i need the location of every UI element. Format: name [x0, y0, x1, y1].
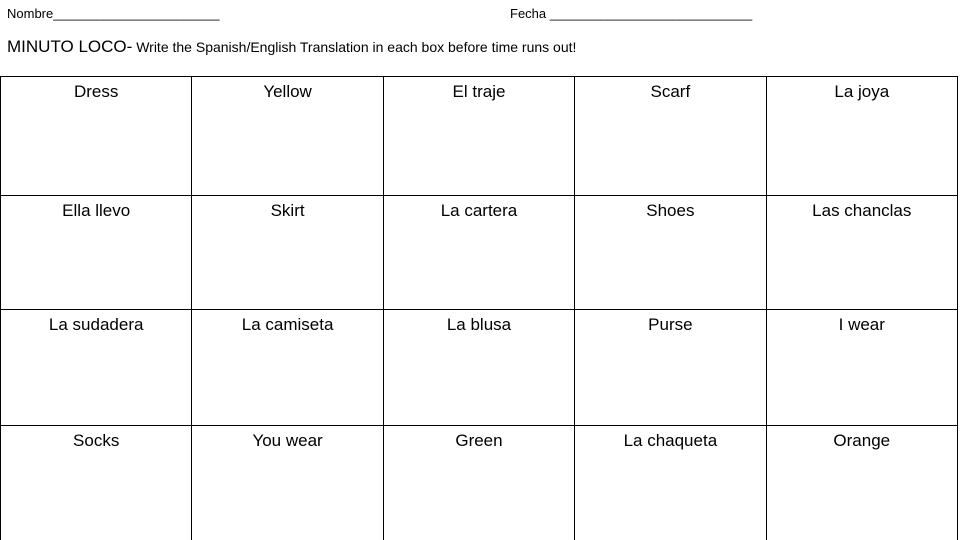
grid-cell[interactable]: Green — [383, 426, 574, 540]
grid-cell[interactable]: I wear — [766, 310, 957, 426]
nombre-field[interactable]: Nombre_______________________ — [7, 6, 220, 21]
worksheet-title — [7, 37, 576, 58]
grid-cell[interactable]: Shoes — [575, 196, 766, 310]
title-main: MINUTO LOCO- — [7, 37, 133, 56]
grid-cell[interactable]: Orange — [766, 426, 957, 540]
title-instruction: Write the Spanish/English Translation in each box before time runs out! — [132, 39, 577, 55]
vocabulary-grid — [0, 76, 958, 540]
grid-row — [1, 77, 958, 196]
grid-cell[interactable]: Skirt — [192, 196, 383, 310]
grid-cell[interactable]: La joya — [766, 77, 957, 196]
grid-cell[interactable]: Dress — [1, 77, 192, 196]
grid-cell[interactable]: La chaqueta — [575, 426, 766, 540]
grid-row — [1, 310, 958, 426]
fecha-field[interactable]: Fecha ____________________________ — [510, 6, 753, 21]
grid-cell[interactable]: Las chanclas — [766, 196, 957, 310]
grid-cell[interactable]: La blusa — [383, 310, 574, 426]
grid-cell[interactable]: Purse — [575, 310, 766, 426]
grid-cell[interactable]: Scarf — [575, 77, 766, 196]
grid-row — [1, 426, 958, 540]
grid-cell[interactable]: Ella llevo — [1, 196, 192, 310]
grid-cell[interactable]: La sudadera — [1, 310, 192, 426]
grid-cell[interactable]: La cartera — [383, 196, 574, 310]
grid-cell[interactable]: La camiseta — [192, 310, 383, 426]
grid-cell[interactable]: You wear — [192, 426, 383, 540]
grid-row — [1, 196, 958, 310]
grid-cell[interactable]: El traje — [383, 77, 574, 196]
grid-cell[interactable]: Yellow — [192, 77, 383, 196]
grid-cell[interactable]: Socks — [1, 426, 192, 540]
